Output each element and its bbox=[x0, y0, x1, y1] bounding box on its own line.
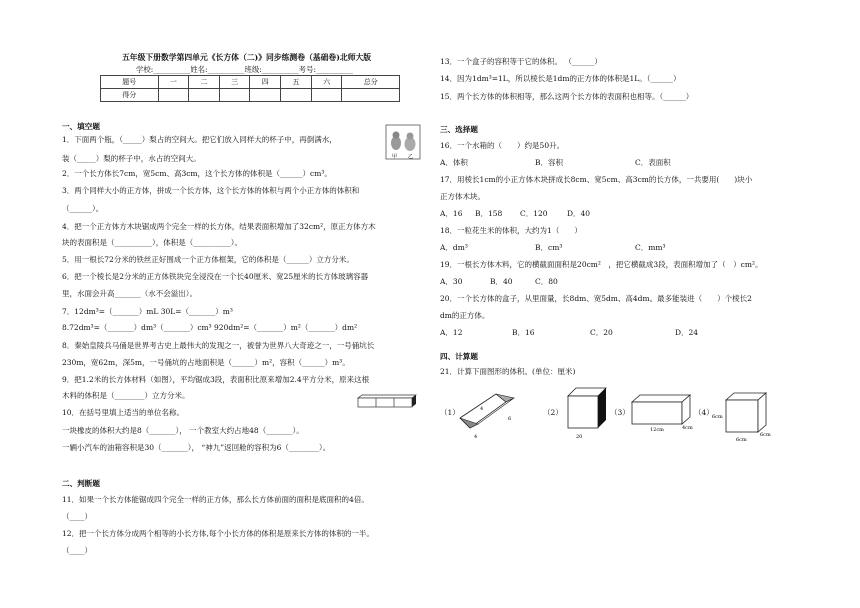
score-cell: 二 bbox=[189, 76, 220, 89]
question-19-option-b: B．40 bbox=[490, 277, 513, 286]
question-18-option-c: C．mm³ bbox=[635, 243, 666, 252]
question-12-line-1: 12．把一个长方体分成两个相等的小长方体,每个小长方体的体积是原来长方体的体积的一半。 bbox=[62, 529, 374, 538]
section-fill-blank: 一、填空题 bbox=[62, 122, 100, 131]
figure-1-dim-b: 6 bbox=[508, 416, 512, 422]
question-1-line-1: 1．下面两个瓶，（_____）梨占的空间大。把它们放入同样大的杯子中，再倒满水， bbox=[62, 135, 337, 144]
question-20-line-1: 20．一个长方体的盒子，从里面量，长8dm、宽5dm、高4dm。最多能装进（ ）个棱长2 bbox=[440, 294, 752, 303]
question-18-option-a: A．dm³ bbox=[440, 243, 468, 252]
question-10-line-a: 一块橡皮的体积大约是8（_______）， 一个教室大约占地48（_______）。 bbox=[62, 426, 304, 435]
score-input-cell[interactable] bbox=[250, 89, 281, 102]
score-input-cell[interactable] bbox=[189, 89, 220, 102]
section-true-false: 二、判断题 bbox=[62, 479, 100, 488]
figure-1-label: （1） bbox=[440, 408, 460, 417]
figure-2-dim: 20 bbox=[576, 434, 583, 440]
question-19-option-c: C．80 bbox=[535, 277, 558, 286]
question-7-line-1: 7．12dm³=（_______）mL 30L=（_______）m³ bbox=[62, 307, 233, 316]
question-16-option-a: A．体积 bbox=[440, 158, 468, 167]
question-8-line-1: 8．秦始皇陵兵马俑是世界考古史上最伟大的发现之一，被誉为世界八大奇迹之一，一号俑坑长 bbox=[62, 341, 375, 350]
figure-4-cube bbox=[712, 390, 778, 442]
question-9-line-1: 9．把1.2米的长方体材料（如图），平均锯成3段，表面积比原来增加2.4平方分米，原来这根 bbox=[62, 375, 370, 384]
figure-1-dim-c: 4 bbox=[474, 434, 478, 440]
pear-bottles-figure bbox=[385, 124, 421, 160]
figure-1-dim-a: 4 bbox=[480, 406, 484, 412]
question-19-option-a: A．30 bbox=[440, 277, 463, 286]
page-title: 五年级下册数学第四单元《长方体（二)》同步练测卷（基础卷)北师大版 bbox=[122, 53, 372, 62]
score-cell: 三 bbox=[219, 76, 250, 89]
figure-2-label: （2） bbox=[543, 408, 563, 417]
score-cell: 六 bbox=[311, 76, 342, 89]
question-4-line-1: 4．把一个正方体方木块锯成两个完全一样的长方体，结果表面积增加了32cm²，原正方体方木 bbox=[62, 222, 376, 231]
question-3-line-1: 3．两个同样大小的正方体，拼成一个长方体，这个长方体的体积与两个小正方体的体积和 bbox=[62, 186, 360, 195]
question-17-line-2: 正方体木块。 bbox=[440, 192, 485, 201]
question-12-line-2: （____） bbox=[62, 546, 92, 555]
section-calculation: 四、计算题 bbox=[440, 352, 478, 361]
figure-4-dim-depth: 6cm bbox=[760, 432, 771, 438]
question-17-option-a: A．16 bbox=[440, 209, 463, 218]
question-4-line-2: 块的表面积是（__________），体积是（__________）。 bbox=[62, 238, 242, 247]
figure-3-cuboid bbox=[628, 392, 694, 434]
score-cell: 总分 bbox=[342, 76, 400, 89]
figure-4-dim-height: 6cm bbox=[712, 414, 723, 420]
score-table-score-row bbox=[101, 89, 400, 102]
question-11-line-2: （____） bbox=[62, 512, 92, 521]
question-11-line-1: 11．如果一个长方体能锯成四个完全一样的正方体，那么长方体前面的面积是底面积的4倍。 bbox=[62, 495, 369, 504]
score-cell: 题号 bbox=[101, 76, 159, 89]
pear-label-yi: 乙 bbox=[408, 154, 414, 160]
figure-1-triangular-prism bbox=[456, 388, 522, 440]
question-1-line-2: 装（_____）梨的杯子中，水占的空间大。 bbox=[62, 154, 201, 163]
figure-4-label: （4） bbox=[694, 408, 714, 417]
score-input-cell[interactable] bbox=[219, 89, 250, 102]
question-17-option-c: C．120 bbox=[520, 209, 548, 218]
score-cell: 得分 bbox=[101, 89, 159, 102]
figure-3-label: （3） bbox=[610, 408, 630, 417]
question-18: 18．一粒花生米的体积，大约为1（ ） bbox=[440, 226, 582, 235]
score-input-cell[interactable] bbox=[342, 89, 400, 102]
score-table bbox=[100, 75, 400, 102]
question-8-line-2: 230m，宽62m，深5m，一号俑坑的占地面积是（______）m²，容积（______）m³。 bbox=[62, 358, 350, 367]
score-input-cell[interactable] bbox=[158, 89, 189, 102]
question-19: 19．一根长方体木料，它的横截面面积是20cm² ，把它横截成3段，表面积增加了（ ）cm²。 bbox=[440, 260, 763, 269]
question-20-option-d: D．24 bbox=[675, 328, 699, 337]
question-5: 5．用一根长72分米的铁丝正好围成一个正方体框架，它的体积是（______）立方分米。 bbox=[62, 255, 354, 264]
question-9-line-2: 木料的体积是（________）立方分米。 bbox=[62, 391, 190, 400]
pear-label-jia: 甲 bbox=[392, 154, 398, 160]
figure-4-dim-length: 6cm bbox=[736, 437, 747, 442]
question-17-line-1: 17．用棱长1cm的小正方体木块拼成长8cm、宽5cm、高3cm的长方体，一共要用( )块小 bbox=[440, 175, 753, 184]
score-cell: 五 bbox=[281, 76, 312, 89]
question-17-option-d: D．40 bbox=[567, 209, 591, 218]
score-cell: 四 bbox=[250, 76, 281, 89]
score-input-cell[interactable] bbox=[281, 89, 312, 102]
figure-3-dim-length: 12cm bbox=[650, 427, 664, 433]
score-input-cell[interactable] bbox=[311, 89, 342, 102]
score-cell: 一 bbox=[158, 76, 189, 89]
figure-2-cube bbox=[564, 386, 610, 440]
question-7-line-2: 8.72dm³=（_______）dm³（_______）cm³ 920dm²=（_______）m²（_______）dm² bbox=[62, 323, 358, 332]
question-6-line-2: 里，水面会升高_______（水不会溢出）。 bbox=[62, 289, 197, 298]
question-16-option-b: B．容积 bbox=[535, 158, 564, 167]
question-6-line-1: 6．把一个棱长是2分米的正方体铁块完全浸没在一个长40厘米、宽25厘米的长方体玻璃容器 bbox=[62, 272, 369, 281]
question-20-option-b: B．16 bbox=[512, 328, 535, 337]
question-16-option-c: C．表面积 bbox=[635, 158, 671, 167]
question-10-line-b: 一辆小汽车的油箱容积是30（_______）， “神九”返回舱的容积为6（________）。 bbox=[62, 443, 331, 452]
question-15: 15．两个长方体的体积相等，那么这两个长方体的表面积也相等。（______） bbox=[440, 92, 694, 101]
score-table-header-row bbox=[101, 76, 400, 89]
student-info-line: 学校:__________姓名:__________班级:__________考号:__________ bbox=[136, 65, 353, 74]
question-16: 16．一个水箱的（ ）约是50升。 bbox=[440, 141, 565, 150]
question-14: 14．因为1dm³=1L，所以棱长是1dm的正方体的体积是1L。（______） bbox=[440, 74, 681, 83]
question-20-line-2: dm的正方体。 bbox=[440, 311, 490, 320]
question-13: 13．一个盒子的容积等于它的体积。 （______） bbox=[440, 57, 602, 66]
question-2: 2．一个长方体长7cm，宽5cm、高3cm，这个长方体的体积是（______）cm³。 bbox=[62, 169, 332, 178]
question-20-option-c: C．20 bbox=[590, 328, 613, 337]
question-20-option-a: A．12 bbox=[440, 328, 463, 337]
section-multiple-choice: 三、选择题 bbox=[440, 125, 478, 134]
question-3-line-2: （______）。 bbox=[62, 204, 104, 213]
wood-beam-figure bbox=[356, 394, 418, 408]
question-10: 10．在括号里填上适当的单位名称。 bbox=[62, 408, 185, 417]
question-21: 21．计算下面图形的体积。(单位：厘米) bbox=[440, 367, 576, 376]
figure-3-dim-width: 4cm bbox=[682, 425, 693, 431]
question-18-option-b: B．cm³ bbox=[535, 243, 563, 252]
question-17-option-b: B．158 bbox=[475, 209, 503, 218]
